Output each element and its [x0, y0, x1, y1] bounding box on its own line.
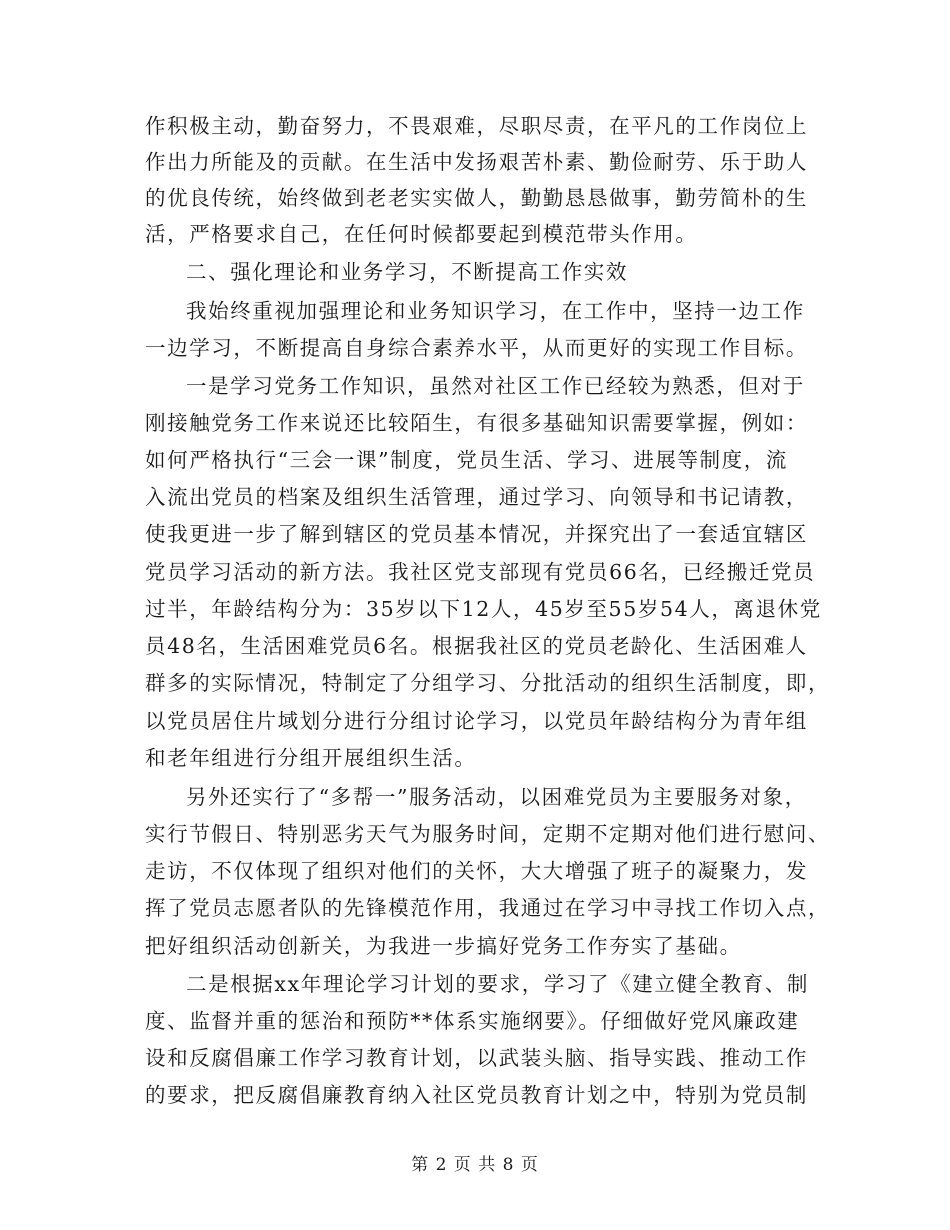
- text-line: 作积极主动，勤奋努力，不畏艰难，尽职尽责，在平凡的工作岗位上: [145, 114, 808, 138]
- text-line: 活，严格要求自己，在任何时候都要起到模范带头作用。: [145, 222, 698, 246]
- text-line: 实行节假日、特别恶劣天气为服务时间，定期不定期对他们进行慰问、: [145, 822, 831, 846]
- text-line: 使我更进一步了解到辖区的党员基本情况，并探究出了一套适宜辖区: [145, 522, 808, 546]
- text-line: 设和反腐倡廉工作学习教育计划，以武装头脑、指导实践、推动工作: [145, 1046, 808, 1070]
- text-line: 另外还实行了“多帮一”服务活动，以困难党员为主要服务对象，: [186, 785, 807, 809]
- text-line: 党员学习活动的新方法。我社区党支部现有党员66名，已经搬迁党员: [145, 560, 816, 584]
- page-number-footer: 第 2 页 共 8 页: [411, 1155, 539, 1175]
- text-line: 群多的实际情况，特制定了分组学习、分批活动的组织生活制度，即，: [145, 671, 831, 695]
- text-line: 入流出党员的档案及组织生活管理，通过学习、向领导和书记请教，: [145, 485, 808, 509]
- text-line: 和老年组进行分组开展组织生活。: [145, 746, 477, 770]
- text-line: 刚接触党务工作来说还比较陌生，有很多基础知识需要掌握，例如：: [145, 411, 808, 435]
- section-heading: 二、强化理论和业务学习，不断提高工作实效: [186, 260, 628, 284]
- text-line: 作出力所能及的贡献。在生活中发扬艰苦朴素、勤俭耐劳、乐于助人: [145, 150, 808, 174]
- text-line: 度、监督并重的惩治和预防**体系实施纲要》。仔细做好党风廉政建: [145, 1009, 800, 1033]
- text-line: 挥了党员志愿者队的先锋模范作用，我通过在学习中寻找工作切入点，: [145, 896, 831, 920]
- text-line: 以党员居住片域划分进行分组讨论学习，以党员年龄结构分为青年组: [145, 709, 808, 733]
- text-line: 的优良传统，始终做到老老实实做人，勤勤恳恳做事，勤劳简朴的生: [145, 186, 808, 210]
- text-line: 员48名，生活困难党员6名。根据我社区的党员老龄化、生活困难人: [145, 634, 808, 658]
- text-line: 一边学习，不断提高自身综合素养水平，从而更好的实现工作目标。: [145, 336, 808, 360]
- text-line: 走访，不仅体现了组织对他们的关怀，大大增强了班子的凝聚力，发: [145, 859, 808, 883]
- text-line: 我始终重视加强理论和业务知识学习，在工作中，坚持一边工作: [186, 299, 805, 323]
- text-line: 过半，年龄结构分为：35岁以下12人，45岁至55岁54人，离退休党: [145, 597, 822, 621]
- text-line: 如何严格执行“三会一课”制度，党员生活、学习、进展等制度，流: [145, 448, 788, 472]
- text-line: 一是学习党务工作知识，虽然对社区工作已经较为熟悉，但对于: [186, 374, 805, 398]
- text-line: 把好组织活动创新关，为我进一步搞好党务工作夯实了基础。: [145, 934, 742, 958]
- text-line: 的要求，把反腐倡廉教育纳入社区党员教育计划之中，特别为党员制: [145, 1083, 808, 1107]
- text-line: 二是根据xx年理论学习计划的要求，学习了《建立健全教育、制: [186, 972, 810, 996]
